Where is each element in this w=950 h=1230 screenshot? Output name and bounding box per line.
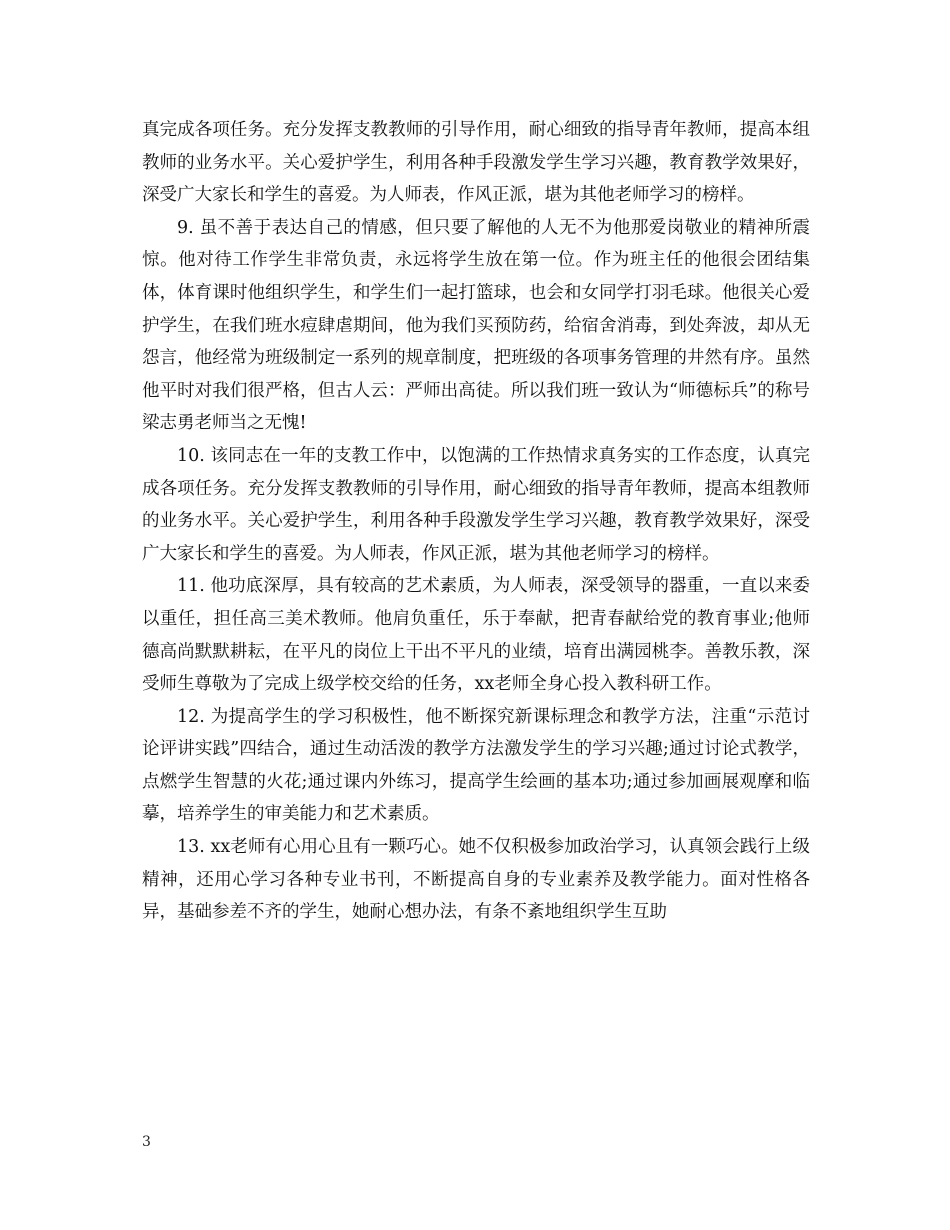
paragraph-item-13: 13. xx老师有心用心且有一颗巧心。她不仅积极参加政治学习，认真领会践行上级精神，还用心学习各种专业书刊，不断提高自身的专业素养及教学能力。面对性格各异，基础参差不齐的学生，她耐心想办法，有条不紊地组织学生互助 bbox=[142, 837, 810, 923]
paragraph-item-11: 11. 他功底深厚，具有较高的艺术素质，为人师表，深受领导的器重，一直以来委以重任，担任高三美术教师。他肩负重任，乐于奉献，把青春献给党的教育事业;他师德高尚默默耕耘，在平凡的岗位上干出不平凡的业绩，培育出满园桃李。善教乐教，深受师生尊敬为了完成上级学校交给的任务，xx老师全身心投入教科研工作。 bbox=[142, 576, 810, 695]
paragraph-continuation: 真完成各项任务。充分发挥支教教师的引导作用，耐心细致的指导青年教师，提高本组教师的业务水平。关心爱护学生，利用各种手段激发学生学习兴趣，教育教学效果好，深受广大家长和学生的喜爱。为人师表，作风正派，堪为其他老师学习的榜样。 bbox=[142, 120, 810, 206]
paragraph-item-10: 10. 该同志在一年的支教工作中，以饱满的工作热情求真务实的工作态度，认真完成各项任务。充分发挥支教教师的引导作用，耐心细致的指导青年教师，提高本组教师的业务水平。关心爱护学生，利用各种手段激发学生学习兴趣，教育教学效果好，深受广大家长和学生的喜爱。为人师表，作风正派，堪为其他老师学习的榜样。 bbox=[142, 445, 810, 564]
document-body bbox=[142, 114, 810, 929]
paragraph-item-12: 12. 为提高学生的学习积极性，他不断探究新课标理念和教学方法，注重“示范讨论评讲实践”四结合，通过生动活泼的教学方法激发学生的学习兴趣;通过讨论式教学，点燃学生智慧的火花;通过课内外练习，提高学生绘画的基本功;通过参加画展观摩和临摹，培养学生的审美能力和艺术素质。 bbox=[142, 706, 810, 825]
page-number: 3 bbox=[142, 1134, 151, 1150]
paragraph-item-9: 9. 虽不善于表达自己的情感，但只要了解他的人无不为他那爱岗敬业的精神所震惊。他对待工作学生非常负责，永远将学生放在第一位。作为班主任的他很会团结集体，体育课时他组织学生，和学生们一起打篮球，也会和女同学打羽毛球。他很关心爱护学生，在我们班水痘肆虐期间，他为我们买预防药，给宿舍消毒，到处奔波，却从无怨言，他经常为班级制定一系列的规章制度，把班级的各项事务管理的井然有序。虽然他平时对我们很严格，但古人云：严师出高徒。所以我们班一致认为“师德标兵”的称号梁志勇老师当之无愧! bbox=[142, 217, 810, 434]
